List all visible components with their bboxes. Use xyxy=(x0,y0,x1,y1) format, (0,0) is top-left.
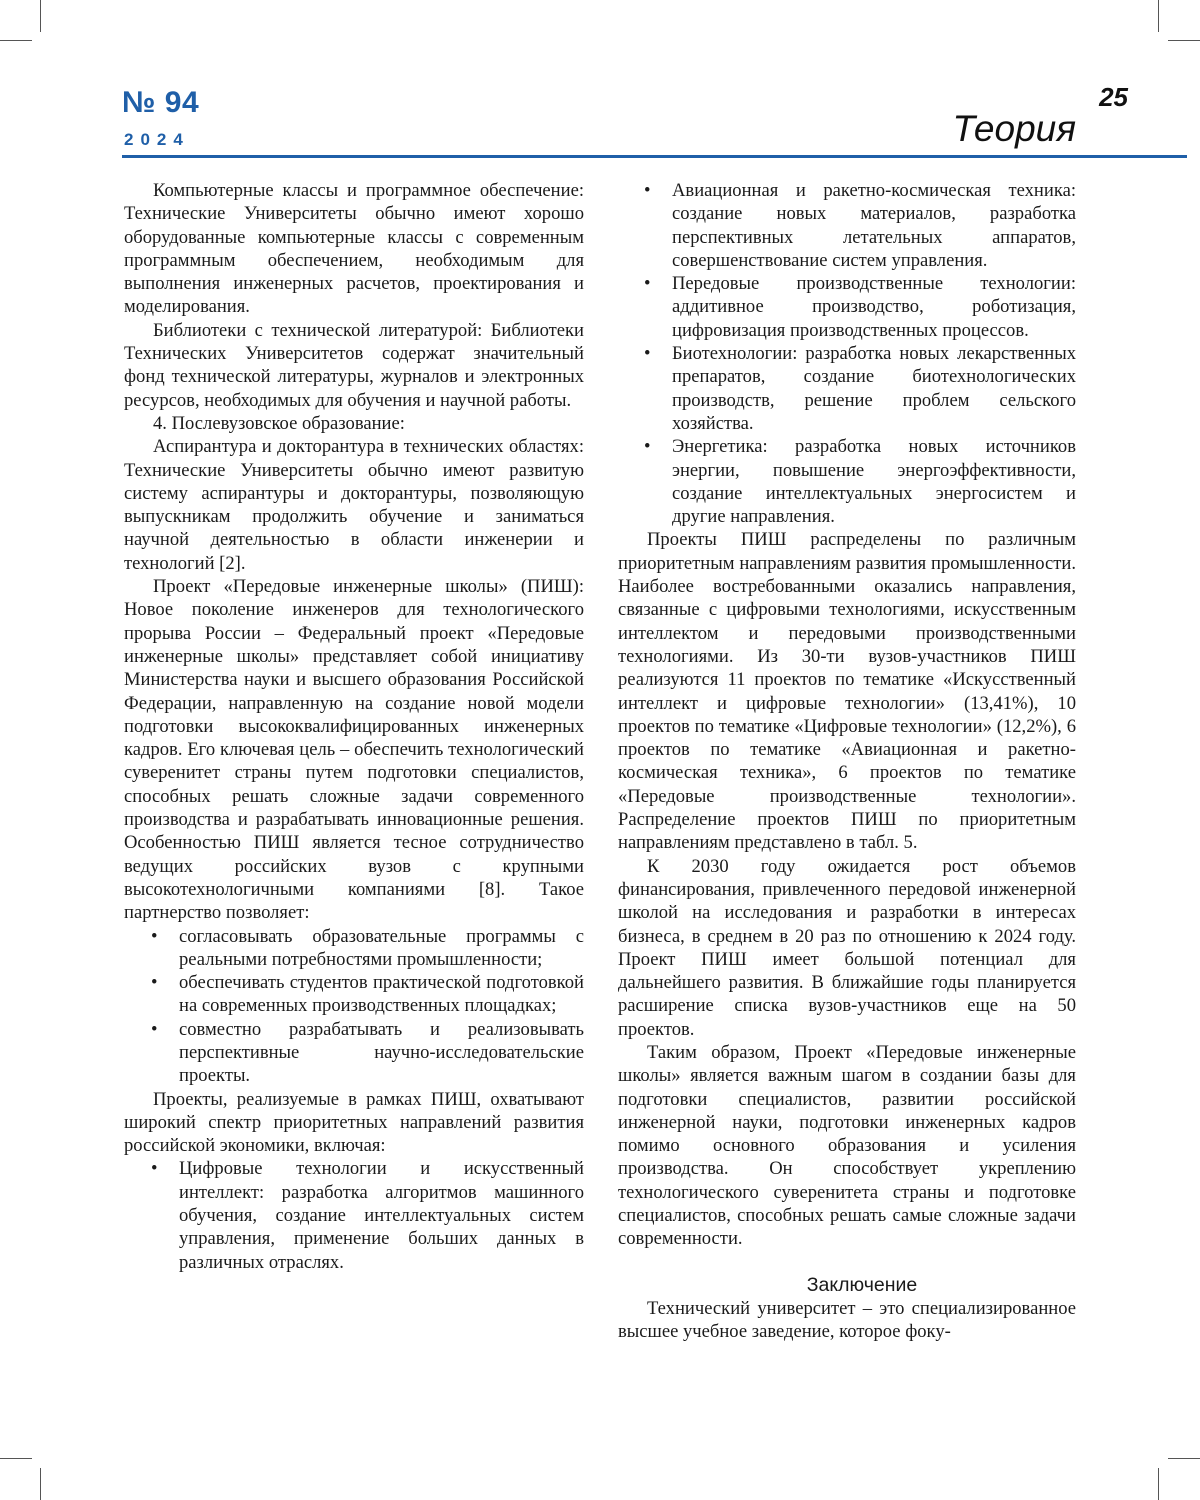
crop-mark xyxy=(1158,1468,1159,1500)
crop-mark xyxy=(1168,1458,1200,1459)
list-item-text: Авиационная и ракетно-космическая техника: создание новых материалов, разработка перспективных летательных аппаратов, совершенствование систем управления. xyxy=(672,180,1076,271)
paragraph: Библиотеки с технической литературой: Библиотеки Технических Университетов содержат значительный фонд технической литературы, журналов и электронных ресурсов, необходимых для обучения и научной работы. xyxy=(124,319,584,411)
crop-mark xyxy=(0,1458,32,1459)
list-item-text: Передовые производственные технологии: аддитивное производство, роботизация, цифровизация производственных процессов. xyxy=(672,273,1076,341)
paragraph: Таким образом, Проект «Передовые инженерные школы» является важным шагом в создании базы для подготовки специалистов, развитии российской инженерной науки, подготовки инженерных кадров помимо основного образования и усиления производства. Он способствует укреплению технологического суверенитета страны и подготовке специалистов, способных решать самые сложные задачи современности. xyxy=(618,1041,1076,1250)
paragraph: Технический университет – это специализированное высшее учебное заведение, которое фоку- xyxy=(618,1297,1076,1342)
bullet-list xyxy=(124,1157,584,1273)
paragraph: Проекты, реализуемые в рамках ПИШ, охватывают широкий спектр приоритетных направлений развития российской экономики, включая: xyxy=(124,1088,584,1157)
crop-mark xyxy=(1168,40,1200,41)
list-item xyxy=(124,1157,584,1273)
paragraph: Компьютерные классы и программное обеспечение: Технические Университеты обычно имеют хорошо оборудованные компьютерные классы с современным программным обеспечением, необходимым для выполнения инженерных расчетов, проектирования и моделирования. xyxy=(124,180,584,318)
left-column xyxy=(124,179,584,1274)
bullet-icon: • xyxy=(151,925,158,947)
list-item-text: Биотехнологии: разработка новых лекарственных препаратов, создание биотехнологических производств, решение проблем сельского хозяйства. xyxy=(672,343,1076,434)
issue-year: 2024 xyxy=(124,130,190,149)
paragraph: Аспирантура и докторантура в технических областях: Технические Университеты обычно имеют развитую систему аспирантуры и докторантуры, позволяющую выпускникам продолжить обучение и заниматься научной деятельностью в области инженерии и технологий [2]. xyxy=(124,436,584,574)
list-item-text: Энергетика: разработка новых источников энергии, повышение энергоэффективности, создание интеллектуальных энергосистем и другие направления. xyxy=(672,436,1076,528)
bullet-icon: • xyxy=(151,1158,158,1180)
right-column xyxy=(618,179,1076,1343)
list-item xyxy=(124,925,584,972)
bullet-icon: • xyxy=(151,1018,158,1040)
bullet-list xyxy=(618,179,1076,528)
list-item-text: обеспечивать студентов практической подготовкой на современных производственных площадках; xyxy=(179,972,584,1017)
list-item xyxy=(618,342,1076,435)
crop-mark xyxy=(0,40,32,41)
list-item xyxy=(618,179,1076,272)
crop-mark xyxy=(1158,0,1159,32)
bullet-icon: • xyxy=(644,180,651,201)
bullet-icon: • xyxy=(644,343,651,365)
list-item xyxy=(124,1018,584,1088)
bullet-icon: • xyxy=(151,972,158,994)
paragraph: Проект «Передовые инженерные школы» (ПИШ): Новое поколение инженеров для технологического прорыва России – Федеральный проект «Передовые инженерные школы» представляет собой инициативу Министерства науки и высшего образования Российской Федерации, направленную на создание новой модели подготовки высококвалифицированных инженерных кадров. Его ключевая цель – обеспечить технологический суверенитет страны путем подготовки специалистов, способных решать сложные задачи современного производства и разрабатывать инновационные решения. Особенностью ПИШ является тесное сотрудничество ведущих российских вузов с крупными высокотехнологичными компаниями [8]. Такое партнерство позволяет: xyxy=(124,576,584,924)
list-item-text: согласовывать образовательные программы с реальными потребностями промышленности; xyxy=(179,925,584,970)
paragraph: К 2030 году ожидается рост объемов финансирования, привлеченного передовой инженерной школой на исследования и разработки в интересах бизнеса, в среднем в 20 раз по отношению к 2024 году. Проект ПИШ имеет большой потенциал для дальнейшего развития. В ближайшие годы планируется расширение списка вузов-участников еще на 50 проектов. xyxy=(618,855,1076,1040)
page-number: 25 xyxy=(1099,82,1128,112)
bullet-icon: • xyxy=(644,273,651,295)
paragraph: 4. Послевузовское образование: xyxy=(153,412,405,434)
list-item xyxy=(124,971,584,1018)
list-item xyxy=(618,435,1076,528)
issue-number: № 94 xyxy=(122,86,200,119)
crop-mark xyxy=(40,1468,41,1500)
bullet-list xyxy=(124,925,584,1088)
list-item-text: Цифровые технологии и искусственный интеллект: разработка алгоритмов машинного обучения, создание интеллектуальных систем управления, применение больших данных в различных отраслях. xyxy=(179,1158,584,1273)
header-rule xyxy=(122,155,1187,158)
conclusion-heading: Заключение xyxy=(806,1273,918,1296)
paragraph: Проекты ПИШ распределены по различным приоритетным направлениям развития промышленности. Наиболее востребованными оказались направления, связанные с цифровыми технологиями, искусственным интеллектом и передовыми производственными технологиями. Из 30-ти вузов-участников ПИШ реализуются 11 проектов по тематике «Искусственный интеллект и цифровые технологии» (13,41%), 10 проектов по тематике «Цифровые технологии» (12,2%), 6 проектов по тематике «Авиационная и ракетно-космическая техника», 6 проектов по тематике «Передовые производственные технологии». Распределение проектов ПИШ по приоритетным направлениям представлено в табл. 5. xyxy=(618,529,1076,854)
crop-mark xyxy=(40,0,41,32)
section-title: Теория xyxy=(952,108,1076,149)
list-item-text: совместно разрабатывать и реализовывать перспективные научно-исследовательские проекты. xyxy=(179,1018,584,1087)
list-item xyxy=(618,272,1076,342)
bullet-icon: • xyxy=(644,436,651,458)
